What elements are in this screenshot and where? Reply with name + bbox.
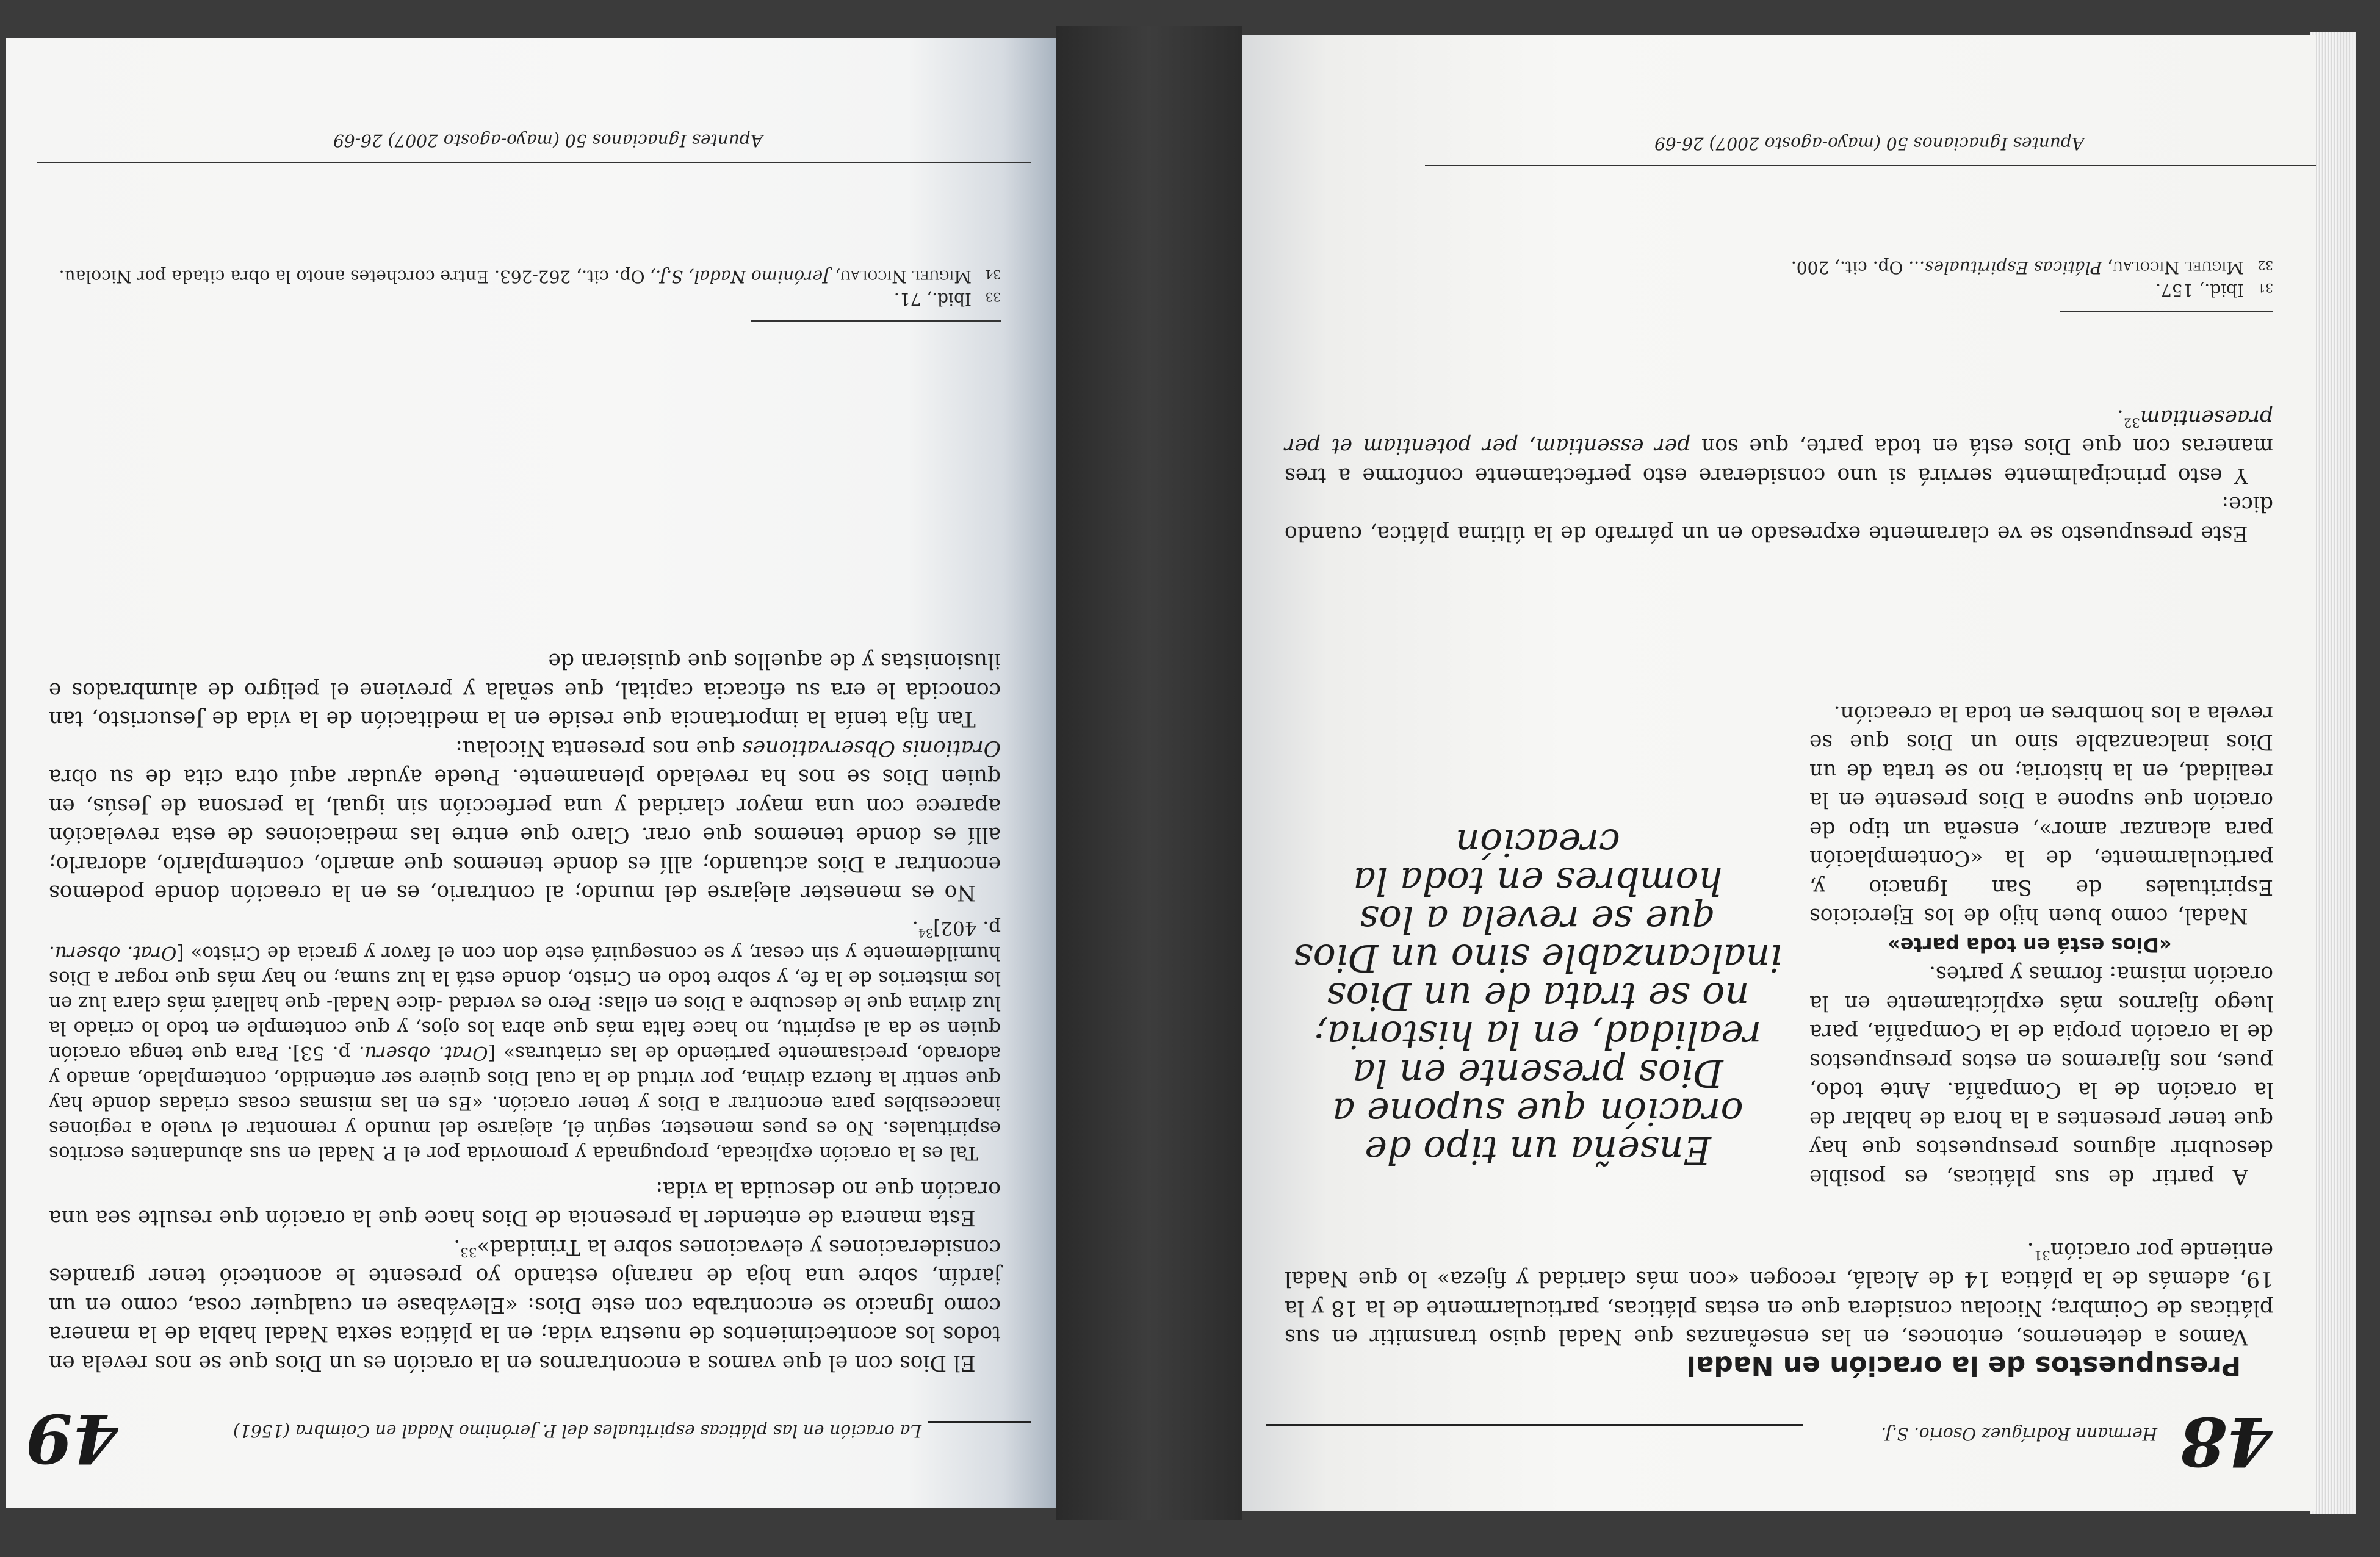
paragraph: No es menester alejarse del mundo; al contrario, es en la creación donde podemos encontrar a Dios actuando; allí es donde tenemos que amarlo, contemplarlo, adorarlo; allí es donde tenemos que orar. Claro que entre las mediaciones de esta revelación aparece con una mayor claridad y una perfección sin igual, la persona de Jesús, en quien Dios se nos ha revelado plenamente. Puede ayudar aquí otra cita de su obra Orationis Observationes que nos presenta Nicolau: — [49, 736, 1001, 905]
footer-rule — [37, 162, 1031, 163]
header-rule — [1266, 1424, 1803, 1426]
paragraph: El Dios con el que vamos a encontrarnos en la oración es un Dios que se nos revela en todos los acontecimientos de nuestra vida; en la plática sexta Nadal habla de la manera como Ignacio se encontraba con este Dios: «Elevábase en cualquier cosa, como en un jardín, sobre una hoja de naranjo estando yo presente le aconteció tener grandes consideraciones y elevaciones sobre la Trinidad»$^{33}$. — [49, 1235, 1001, 1375]
paragraph: Nadal, como buen hijo de los Ejercicios Espirituales de San Ignacio y, particularmente, de la «Contemplación para alcanzar amor», enseña un tipo de oración que supone a Dios presente en la realidad, en la historia; no se trata de un Dios inalcanzable sino un Dios que se revela a los hombres en toda la creación. — [1809, 701, 2273, 929]
header-rule — [928, 1421, 1031, 1423]
block-quote: Tal es la oración explicada, propugnada y promovida por el P. Nadal en sus abundantes escritos espirituales. No es pues menester, según él, alejarse del mundo y remontar el vuelo a regiones inaccesibles para encontrar a Dios y tener oración. «Es en las mismas cosas criadas donde hay que sentir la fuerza divina, por virtud de la cual Dios quiere ser entendido, contemplado, amado y adorado, precisamente partiendo de las criaturas» [Orat. obseru. p. 53]. Para que tenga oración quien se da al espíritu, no hace falta más que abra los ojos, y que contemple en todo lo criado la luz divina que le descubre a Dios en ellas: Pero es verdad -dice Nadal- que hallará más clara luz en los misterios de la fe, y sobre todo en Cristo, donde está la luz suma; no hay más que rogar a Dios humildemente y sin cesar, y se conseguirá este don con el favor y gracia de Cristo» [Orat. obseru. p. 402]$^{34}$. — [48, 917, 1001, 1165]
paragraph: Este presupuesto se ve claramente expresado en un párrafo de la última plática, cuando dice: — [1285, 492, 2273, 545]
paragraph: Esta manera de entender la presencia de Dios hace que la oración que resulte sea una oración que no descuida la vida: — [49, 1177, 1001, 1231]
page-number: 49 — [25, 1399, 119, 1478]
page-edges — [2310, 32, 2356, 1514]
page-footer: Apuntes Ignacianos 50 (mayo-agosto 2007) 26-69 — [333, 131, 763, 151]
page-49 — [6, 38, 1056, 1508]
main-text — [49, 646, 1001, 1377]
main-text-column — [1809, 699, 2273, 1192]
footnote-rule — [751, 320, 1001, 322]
paragraph: Tan fija tenía la importancia que reside en la meditación de la vida de Jesucristo, tan conocida le era su eficacia capital, que señala y previene el peligro de alumbrados e ilusionistas y de aquellos que quisieran de — [49, 649, 1001, 732]
paragraph: A partir de sus pláticas, es posible descubrir algunos presupuestos que hay que tener presentes a la hora de hablar de la oración de la Compañía. Ante todo, pues, nos fijaremos en estos presupuestos de la oración propia de la Compañía, para luego fijarnos más explícitamente en la oración misma: formas y partes. — [1809, 962, 2273, 1189]
page-footer: Apuntes Ignacianos 50 (mayo-agosto 2007) 26-69 — [1654, 134, 2084, 154]
section-title: Presupuestos de la oración en Nadal — [1686, 1350, 2241, 1381]
footnote-rule — [2060, 311, 2273, 312]
paragraph: Vamos a detenernos, entonces, en las enseñanzas que Nadal quiso transmitir en sus pláticas de Coimbra; Nicolau considera que en estas pláticas, particularmente de la 18 y la 19, además de la plática 14 de Alcalá, recogen «con más claridad y fijeza» lo que Nadal entiende por oración$^{31}$. — [1285, 1238, 2273, 1350]
page-number: 48 — [2179, 1402, 2273, 1481]
page-48 — [1242, 35, 2316, 1511]
book-gutter — [1056, 26, 1242, 1520]
pull-quote: Enseña un tipo de oración que supone a Dios presente en la realidad, en la historia; no se trata de un Dios inalcanzable sino un Dios que se revela a los hombres en toda la creación — [1293, 821, 1783, 1173]
main-text-top — [1285, 1235, 2273, 1381]
main-text-bottom — [1285, 403, 2273, 548]
subhead: «Dios está en toda parte» — [1887, 933, 2172, 957]
footnote: 33 Ibid., 71. — [893, 289, 1001, 309]
footnotes — [1285, 255, 2273, 300]
block-quote: Y esto principalmente servirá si uno considerare esto perfectamente conforme a tres maneras con que Dios está en toda parte, que son per essentiam, per potentiam et per praesentiam$^{32}$. — [1285, 405, 2273, 487]
footer-rule — [1425, 165, 2316, 166]
footnotes — [49, 264, 1001, 309]
footnote: 34 Miguel Nicolau, Jerónimo Nadal, S.J., Op. cit., 262-263. Entre corchetes anoto la obra citada por Nicolau. — [59, 267, 1001, 287]
footnote: 32 Miguel Nicolau, Pláticas Espirituales... Op. cit., 200. — [1790, 257, 2273, 278]
running-head: Hermann Rodríguez Osorio. S.J. — [1881, 1424, 2157, 1444]
running-head: La oración en las pláticas espirituales del P. Jerónimo Nadal en Coimbra (1561) — [233, 1421, 921, 1441]
footnote: 31 Ibid., 157. — [2155, 280, 2273, 300]
